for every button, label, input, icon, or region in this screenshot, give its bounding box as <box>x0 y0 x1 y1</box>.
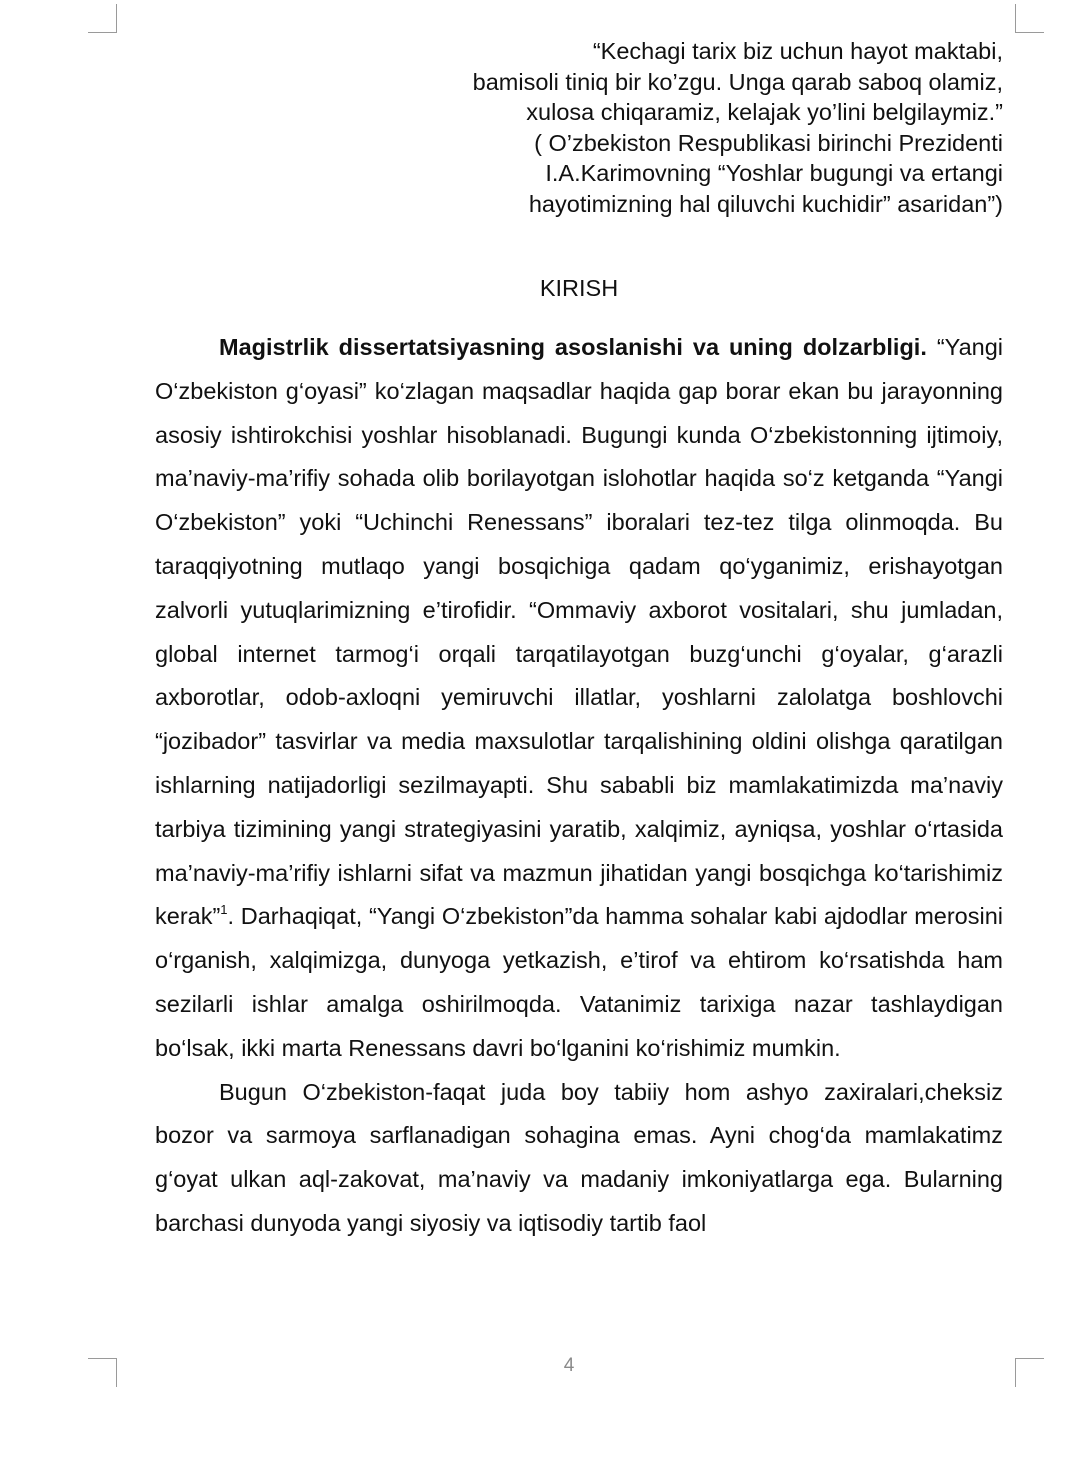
paragraph <box>155 326 1003 1071</box>
epigraph-line: bamisoli tiniq bir ko’zgu. Unga qarab saboq olamiz, <box>472 68 1003 95</box>
page-number: 4 <box>563 1355 575 1376</box>
page-corner-mark-top-left <box>88 4 117 33</box>
paragraph: Bugun O‘zbekiston-faqat juda boy tabiiy hom ashyo zaxiralari,cheksiz bozor va sarmoya sarflanadigan sohagina emas. Ayni chog‘da mamlakatimz g‘oyat ulkan aql-zakovat, ma’naviy va madaniy imkoniyatlarga ega. Bularning barchasi dunyoda yangi siyosiy va iqtisodiy tartib faol <box>155 1078 1003 1236</box>
epigraph-line: I.A.Karimovning “Yoshlar bugungi va ertangi <box>545 160 1003 187</box>
footnote-reference[interactable]: 1 <box>220 901 228 917</box>
epigraph <box>380 36 1003 220</box>
page-corner-mark-top-right <box>1015 4 1044 33</box>
paragraph-text: . Darhaqiqat, “Yangi O‘zbekiston”da hamma sohalar kabi ajdodlar merosini o‘rganish, xalqimizga, dunyoga yetkazish, e’tirof va ehtirom ko‘rsatishda ham sezilarli ishlar amalga oshirilmoqda. Vatanimiz tarixiga nazar tashlaydigan bo‘lsak, ikki marta Renessans davri bo‘lganini ko‘rishimiz mumkin. <box>155 903 1003 1061</box>
section-heading: KIRISH <box>539 275 619 301</box>
epigraph-line: xulosa chiqaramiz, kelajak yo’lini belgilaymiz.” <box>526 99 1003 126</box>
epigraph-line: ( O’zbekiston Respublikasi birinchi Prezidenti <box>534 129 1003 156</box>
body-text <box>155 326 1003 1246</box>
epigraph-line: “Kechagi tarix biz uchun hayot maktabi, <box>592 38 1003 64</box>
paragraph-text: “Yangi O‘zbekiston g‘oyasi” ko‘zlagan maqsadlar haqida gap borar ekan bu jarayonning asosiy ishtirokchisi yoshlar hisoblanadi. Bugungi kunda O‘zbekistonning ijtimoiy, ma’naviy-ma’rifiy sohada olib borilayotgan islohotlar haqida so‘z ketganda “Yangi O‘zbekiston” yoki “Uchinchi Renessans” iboralari tez-tez tilga olinmoqda. Bu taraqqiyotning mutlaqo yangi bosqichiga qadam qo‘yganimiz, erishayotgan zalvorli yutuqlarimizning e’tirofidir. “Ommaviy axborot vositalari, shu jumladan, global internet tarmog‘i orqali tarqatilayotgan buzg‘unchi g‘oyalar, g‘arazli axborotlar, odob-axloqni yemiruvchi illatlar, yoshlarni zalolatga boshlovchi “jozibador” tasvirlar va media maxsulotlar tarqalishining oldini olishga qaratilgan ishlarning natijadorligi sezilmayapti. Shu sababli biz mamlakatimizda ma’naviy tarbiya tizimining yangi strategiyasini yaratib, xalqimiz, ayniqsa, yoshlar o‘rtasida ma’naviy-ma’rifiy ishlarni sifat va mazmun jihatidan yangi bosqichga ko‘tarishimiz kerak” <box>155 334 1003 930</box>
paragraph-lead: Magistrlik dissertatsiyasning asoslanishi va uning dolzarbligi. <box>219 334 927 360</box>
epigraph-line: hayotimizning hal qiluvchi kuchidir” asaridan”) <box>528 190 1003 217</box>
